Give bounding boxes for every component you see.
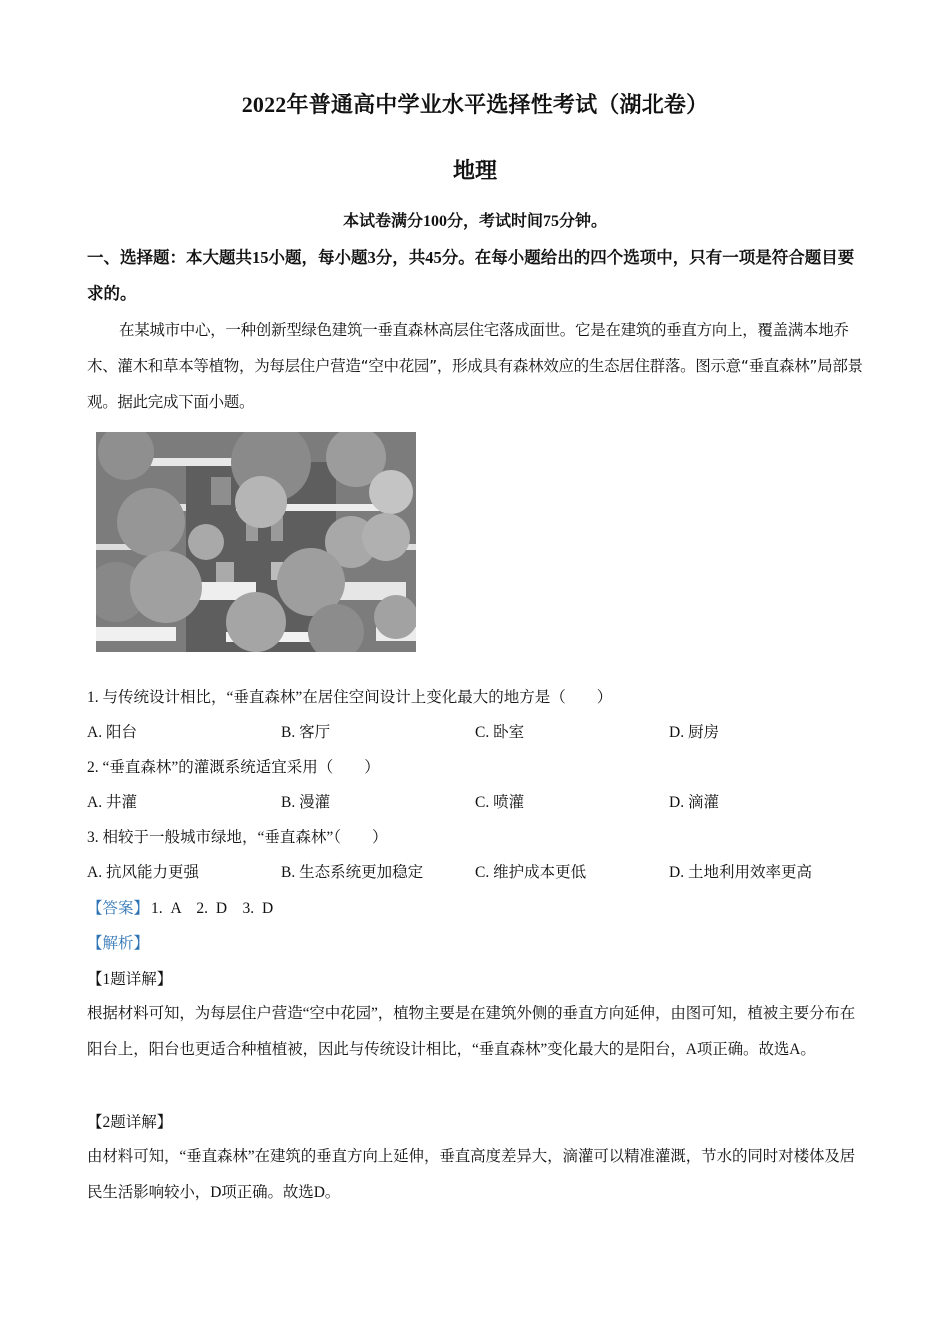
- question-3-option-d: D. 土地利用效率更高: [669, 864, 812, 881]
- question-2-stem: 2. “垂直森林”的灌溉系统适宜采用（ ）: [87, 759, 380, 776]
- detail-1-heading: 【1题详解】: [87, 971, 173, 988]
- question-1-option-b: B. 客厅: [281, 724, 331, 741]
- answer-label: 【答案】: [87, 900, 150, 917]
- detail-1-text: 根据材料可知，为每层住户营造“空中花园”，植物主要是在建筑外侧的垂直方向延伸，由图可知，植被主要分布在阳台上，阳台也更适合种植植被，因此与传统设计相比，“垂直森林”变化最大的是阳台，A项正确。故选A。: [87, 1005, 856, 1058]
- exam-meta: 本试卷满分100分，考试时间75分钟。: [342, 213, 607, 230]
- passage-text: 在某城市中心，一种创新型绿色建筑一垂直森林高层住宅落成面世。它是在建筑的垂直方向上，覆盖满本地乔木、灌木和草本等植物，为每层住户营造“空中花园”，形成具有森林效应的生态居住群落。图示意“垂直森林”局部景观。据此完成下面小题。: [87, 321, 863, 411]
- section-heading: 一、选择题：本大题共15小题，每小题3分，共45分。在每小题给出的四个选项中，只有一项是符合题目要求的。: [87, 248, 855, 303]
- subject-title: 地理: [452, 158, 497, 183]
- detail-2-heading: 【2题详解】: [87, 1114, 173, 1131]
- question-3-stem: 3. 相较于一般城市绿地，“垂直森林”（ ）: [87, 829, 388, 846]
- analysis-label: 【解析】: [87, 935, 150, 952]
- question-3-option-a: A. 抗风能力更强: [87, 864, 199, 881]
- question-1-options: [87, 721, 887, 745]
- exam-title: 2022年普通高中学业水平选择性考试（湖北卷）: [241, 92, 709, 117]
- question-2-option-c: C. 喷灌: [475, 794, 525, 811]
- question-3-option-c: C. 维护成本更低: [475, 864, 587, 881]
- answer-line: [87, 897, 273, 921]
- question-1-stem: 1. 与传统设计相比，“垂直森林”在居住空间设计上变化最大的地方是（ ）: [87, 689, 613, 706]
- question-1-option-a: A. 阳台: [87, 724, 137, 741]
- question-2-option-b: B. 漫灌: [281, 794, 331, 811]
- question-3-option-b: B. 生态系统更加稳定: [281, 864, 424, 881]
- question-2-option-a: A. 井灌: [87, 794, 137, 811]
- vertical-forest-photo: [96, 432, 416, 652]
- question-3-options: [87, 861, 887, 885]
- answer-value: 1. A 2. D 3. D: [151, 900, 274, 917]
- question-2-option-d: D. 滴灌: [669, 794, 719, 811]
- question-2-options: [87, 791, 887, 815]
- detail-2-text: 由材料可知，“垂直森林”在建筑的垂直方向上延伸，垂直高度差异大，滴灌可以精准灌溉，节水的同时对楼体及居民生活影响较小，D项正确。故选D。: [87, 1148, 856, 1201]
- question-1-option-d: D. 厨房: [669, 724, 719, 741]
- question-1-option-c: C. 卧室: [475, 724, 525, 741]
